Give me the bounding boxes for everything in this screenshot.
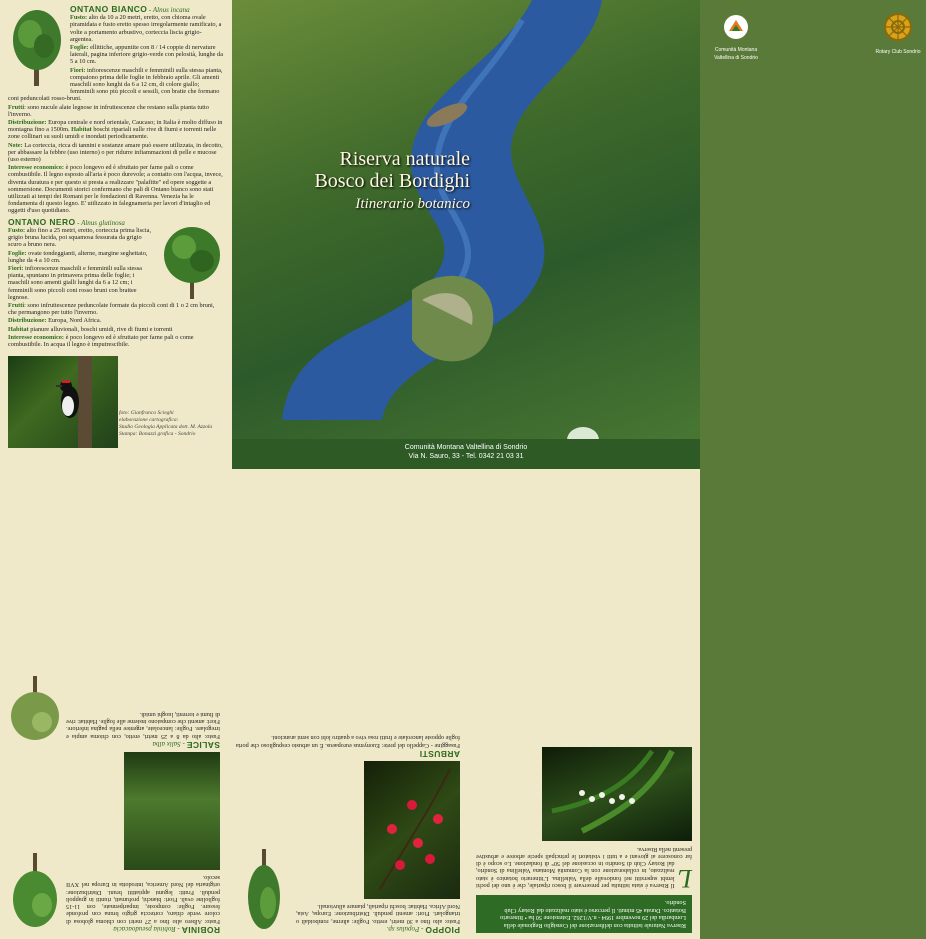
field-label: Distribuzione: [8, 317, 47, 325]
intro-text [476, 845, 692, 893]
field-label: Habitat [8, 325, 29, 333]
credit-line: elaborazione cartografica: [119, 417, 179, 424]
field-text: pianure alluvionali, boschi umidi, rive di fiumi e torrenti [30, 325, 173, 333]
field-label: Foglie: [70, 44, 89, 52]
species-text: Fusaggine - Cappello del prete: Euonymus europaeus. È un arbusto cespuglioso che porta foglie opposte lanceolate e frutti rosa vivo a quattro lobi con semi arancioni. [236, 734, 460, 749]
tree-illustration-icon [8, 853, 62, 931]
tree-illustration-icon [8, 8, 66, 88]
field-text: boschi ripariali sulle rive di fiumi e torrenti nelle zone collinari su suoli umidi e inondati periodicamente. [8, 126, 217, 141]
species-ontano-bianco [8, 6, 224, 215]
species-name: ARBUSTI [419, 748, 460, 759]
species-ontano-nero [8, 216, 224, 348]
field-label: Distribuzione: [8, 119, 47, 127]
field-text: è poco longevo ed è sfruttato per farne pali o come combustibile. Il legno esposto all'aria è poco durevole; a contatto con l'acqua, invece, diventa duratura e per questo si presta a realizzare "palafitte" ed opere soggette a sommersione. Documenti storici confermano che pali di Ontano bianco sono stati utilizzati ai tempi dei Romani per le fondazioni di Ravenna. Venezia ha le fondamenta di questo legno. E' utilizzato in falegnameria per lavori d'intaglio ed oggetti d'uso quotidiano. [8, 164, 223, 215]
field-label: Fusto: [70, 14, 88, 22]
cover-photo [232, 0, 921, 469]
back-middle-column [228, 469, 468, 939]
footer-org: Comunità Montana Valtellina di Sondrio [404, 444, 528, 451]
species-name: ONTANO BIANCO [70, 4, 148, 14]
brochure-front [0, 0, 921, 469]
logo-caption: Rotary Club Sondrio [875, 49, 921, 55]
field-label: Fiori: [70, 66, 86, 74]
lily-flowers-icon [542, 747, 692, 841]
logo-caption: Comunità Montana [714, 47, 758, 53]
species-text: Fusto: alto fino a 30 metri, eretto. Foglie: alterne, romboidali o triangolari. Fiori: amenti penduli. Distribuzione: Europa, Asia, Nord Africa. Habitat: boschi ripariali, pianure alluvionali. [296, 903, 460, 925]
field-label: Fusto: [8, 226, 26, 234]
credit-line: foto: Gianfranco Scieghi [119, 410, 174, 417]
back-right-column [0, 469, 228, 939]
comunita-montana-logo [706, 14, 766, 61]
tree-illustration-icon [160, 221, 224, 299]
species-name: ONTANO NERO [8, 216, 76, 227]
red-berries-icon [364, 761, 460, 899]
rotary-logo [870, 12, 926, 55]
woodpecker-icon [8, 356, 118, 448]
species-latin: - Robinia pseudoacacia [113, 925, 180, 933]
lily-of-the-valley-photo [542, 747, 692, 841]
spindle-flower-photo [364, 761, 460, 899]
field-text: infiorescenze maschili e femminili sulla stessa pianta, spuntano in primavera prima delle foglie; i maschili sono amenti gialli lunghi da 6 a 12 cm; i femminili sono piccoli coni rosso bruni con brattee legnose. [8, 264, 142, 301]
cover-subtitle: Itinerario botanico [355, 196, 470, 212]
forest-photo [124, 752, 220, 870]
reserve-info-box: Riserva Naturale istituita con deliberazione del Consiglio Regionale della Lombardia del 29 novembre 1994 - n.V/1262. Estensione 50 ha • Itinerario Botanico. Durata 45 minuti. Il percorso è stato realizzato dal Rotary Club Sondrio. [476, 895, 692, 933]
species-latin: - Alnus incana [148, 6, 190, 14]
field-label: Frutti [8, 103, 25, 111]
woodpecker-photo [8, 356, 118, 448]
rotary-wheel-icon [883, 12, 913, 42]
field-text: alto fino a 25 metri, eretto, corteccia prima liscia, grigio bruna lucida, poi squamosa fessurata da grigio scuro a bruno nera. [8, 226, 152, 249]
back-intro-column [468, 469, 700, 939]
credit-line: Stampa: Bonazzi grafica - Sondrio [119, 431, 196, 438]
field-label: Fiori: [8, 264, 24, 272]
logo-caption: Valtellina di Sondrio [714, 55, 758, 61]
comunita-montana-icon [723, 14, 749, 40]
latin-name: Robinia pseudoacacia [113, 925, 176, 933]
species-text: Fusto: Albero alto fino a 27 metri con chioma globosa di colore verde chiaro, corteccia grigio bruna con profonde fessure. Foglie: composte, imparipennate, con 11-15 foglioline ovali. Fiori: bianchi, profumati, riuniti in grappoli penduli. Frutti: legumi appiattiti bruni. Distribuzione: originaria del Nord America, introdotta in Europa nel XVII secolo. [66, 874, 220, 925]
intro-paragraph: Il Riserva è stata istituita per preservare il bosco ripariale, che è uno dei pochi lembi superstiti nel fondovalle della Valtellina. L'itinerario botanico è stato realizzato, in collaborazione con la Comunità Montana Valtellina di Sondrio, dal Rotary Club di Sondrio in occasione del 50° di fondazione. Lo scopo è di far conoscere ai giovani e a tutti i visitatori le principali specie arboree e arbustive presenti nella Riserva. [476, 845, 692, 889]
field-text: La corteccia, ricca di tannini e sostanze amare può essere utilizzata, in decotto, per abbassare la febbre (uso interno) o per ridurre infiammazioni di pelle e mucose (uso esterno) [8, 141, 223, 164]
latin-name: Alnus glutinosa [81, 218, 125, 227]
cover-footer [232, 439, 700, 469]
title-line: Riserva naturale [339, 148, 470, 170]
field-text: infiorescenze maschili e femminili sulla stessa pianta, compaiono prima delle foglie in febbraio aprile. Gli amenti maschili sono lunghi da 6 a 12 cm, di colore giallo; femminili sono più piccoli e sessili, con bratte che formano coni peduncolati rosso-bruni. [8, 66, 223, 103]
brochure-back [0, 469, 700, 939]
field-text: : sono infruttescenze peduncolate formate da piccoli coni di 1 o 2 cm bruni, che permangono per tutto l'inverno. [8, 301, 215, 317]
species-column [0, 0, 232, 469]
species-name: PIOPPO [425, 925, 460, 935]
field-label: Foglie: [8, 249, 27, 257]
latin-name: Alnus incana [152, 6, 190, 14]
field-label: Interesse economico: [8, 333, 65, 341]
credit-line: Studio Geologia Applicata dott. M. Azzola [119, 424, 213, 431]
field-label: Interesse economico: [8, 164, 65, 172]
latin-name: Populus sp. [386, 925, 420, 933]
title-line: Bosco dei Bordighi [314, 170, 470, 192]
field-text: Europa, Nord Africa. [48, 317, 102, 325]
tree-illustration-icon [8, 676, 62, 746]
field-text: ellittiche, appuntite con 8 / 14 coppie di nervature laterali, pagina inferiore grigio-verde con pelosità, lunghe da 5 a 10 cm. [70, 44, 223, 66]
species-pioppo [236, 903, 460, 933]
field-label: Habitat [71, 126, 92, 134]
field-text: è poco longevo ed è sfruttato per farne pali o come combustibile. In acqua il legno è imputrescibile. [8, 333, 194, 348]
field-label: Frutti [8, 301, 25, 309]
species-robinia [8, 874, 220, 933]
species-name: ROBINIA [181, 925, 220, 935]
cover-title [240, 148, 470, 213]
upside-down-panel [0, 469, 700, 939]
tree-illustration-icon [236, 849, 292, 931]
latin-name: Salix alba [152, 739, 181, 748]
field-text: Europa centrale e nord orientale, Caucaso; in Italia è molto diffuso in montagna fino a 1500m. [8, 119, 223, 134]
species-text: Fusto: alto da 8 a 25 metri, eretto, con chioma ampia e irregolare. Foglie: lanceolate, argentee nella pagina inferiore. Fiori: amenti che compaiono insieme alle foglie. Habitat: rive di fiumi e torrenti, luoghi umidi. [66, 710, 220, 740]
field-text: : sono nucule alate legnose in infruttescenze che restano sulla pianta tutto l'inverno. [8, 103, 209, 118]
drop-cap: L [677, 864, 692, 893]
field-text: alto da 10 a 20 metri, eretto, con chioma ovale piramidata e fusto eretto spesso irregolarmente ramificato, a volte a portamento arbustivo, corteccia liscia grigio-argentea. [70, 14, 222, 43]
field-label: Note: [8, 141, 23, 149]
species-latin: - Alnus glutinosa [77, 218, 125, 227]
footer-address: Via N. Sauro, 33 - Tel. 0342 21 03 31 [408, 453, 524, 460]
photo-credit [119, 410, 224, 438]
species-latin: - Populus sp. [386, 925, 424, 933]
species-name: SALICE [186, 739, 220, 750]
species-latin: - Salix alba [152, 739, 185, 748]
species-salice [8, 710, 220, 750]
field-text: ovate tondeggianti, alterne, margine seghettato, lunghe da 4 a 10 cm. [8, 249, 148, 264]
